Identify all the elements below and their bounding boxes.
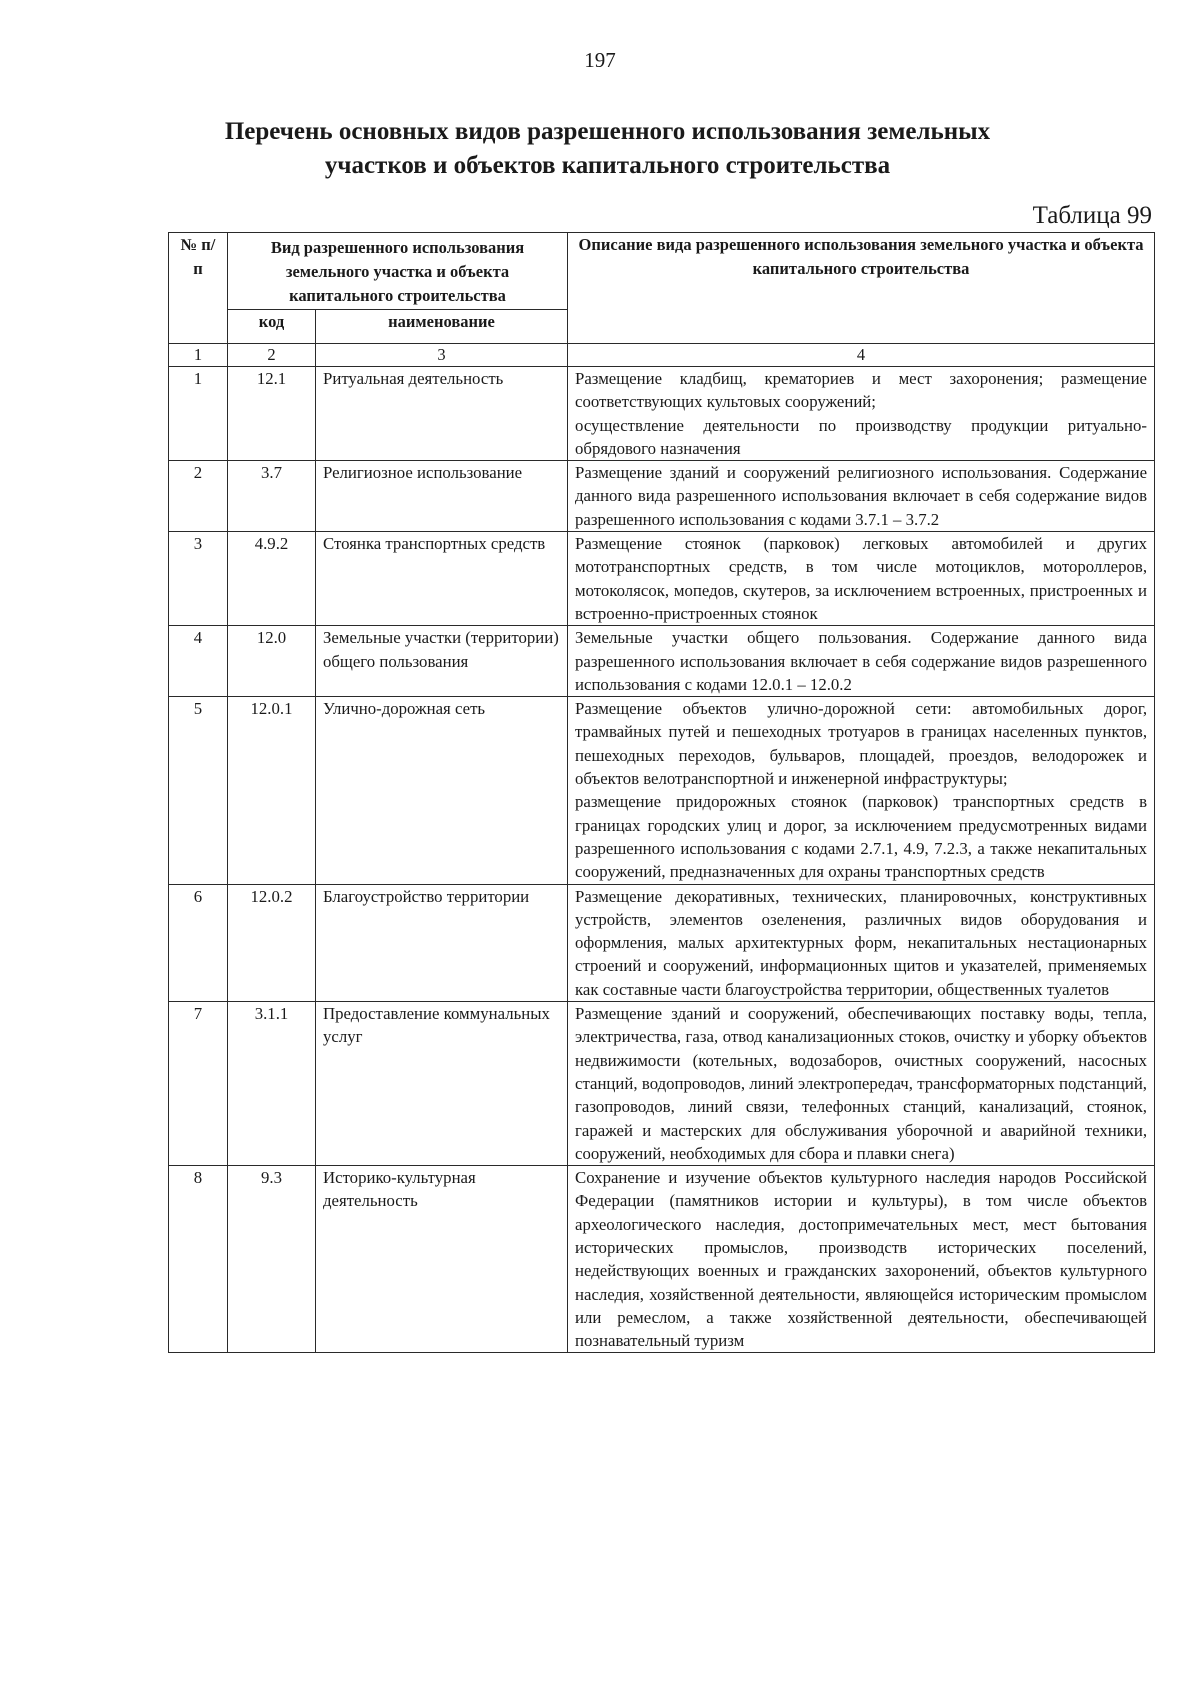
description-paragraph: Размещение зданий и сооружений религиозного использования. Содержание данного вида разрешенного использования включает в себя содержание видов разрешенного использования с кодами 3.7.1 – 3.7.2 xyxy=(575,463,1148,529)
row-number: 4 xyxy=(169,626,228,697)
column-index: 4 xyxy=(568,344,1155,367)
row-code: 12.1 xyxy=(228,367,316,461)
row-code: 12.0.2 xyxy=(228,884,316,1001)
column-index: 1 xyxy=(169,344,228,367)
table-row xyxy=(169,1166,1155,1353)
row-number: 7 xyxy=(169,1002,228,1166)
description-paragraph: Размещение декоративных, технических, планировочных, конструктивных устройств, элементов озеленения, различных видов оборудования и оформления, малых архитектурных форм, некапитальных нестационарных строений и сооружений, информационных щитов и указателей, применяемых как составные части благоустройства территории, общественных туалетов xyxy=(575,886,1148,999)
column-index: 3 xyxy=(316,344,568,367)
row-name: Историко-культурная деятельность xyxy=(316,1166,568,1353)
row-description xyxy=(568,1166,1155,1353)
table-row xyxy=(169,697,1155,884)
row-description xyxy=(568,697,1155,884)
description-paragraph: осуществление деятельности по производству продукции ритуально-обрядового назначения xyxy=(575,415,1148,458)
description-paragraph: Размещение стоянок (парковок) легковых автомобилей и других мототранспортных средств, в том числе мотоциклов, мотороллеров, мотоколясок, мопедов, скутеров, за исключением встроенных, пристроенных и встроенно-пристроенных стоянок xyxy=(575,534,1148,623)
table-row xyxy=(169,367,1155,461)
row-name: Ритуальная деятельность xyxy=(316,367,568,461)
row-description xyxy=(568,1002,1155,1166)
row-description xyxy=(568,532,1155,626)
table-row xyxy=(169,532,1155,626)
row-name: Религиозное использование xyxy=(316,461,568,532)
description-paragraph: Размещение кладбищ, крематориев и мест захоронения; размещение соответствующих культовых сооружений; xyxy=(575,369,1148,412)
row-name: Земельные участки (территории) общего пользования xyxy=(316,626,568,697)
row-number: 3 xyxy=(169,532,228,626)
title-line-2: участков и объектов капитального строительства xyxy=(324,152,891,179)
table-row xyxy=(169,626,1155,697)
table-row xyxy=(169,884,1155,1001)
table-label: Таблица 99 xyxy=(1032,202,1152,229)
description-paragraph: Размещение объектов улично-дорожной сети: автомобильных дорог, трамвайных путей и пешеходных тротуаров в границах населенных пунктов, пешеходных переходов, бульваров, площадей, проездов, велодорожек и объектов велотранспортной и инженерной инфраструктуры; xyxy=(575,699,1148,789)
description-paragraph: Земельные участки общего пользования. Содержание данного вида разрешенного использования включает в себя содержание видов разрешенного использования с кодами 12.0.1 – 12.0.2 xyxy=(575,628,1148,694)
page-number: 197 xyxy=(584,48,616,72)
row-description xyxy=(568,367,1155,461)
description-paragraph: размещение придорожных стоянок (парковок) транспортных средств в границах городских улиц и дорог, за исключением предусмотренных видами разрешенного использования с кодами 2.7.1, 4.9, 7.2.3, а также некапитальных сооружений, предназначенных для охраны транспортных средств xyxy=(575,792,1148,882)
column-index: 2 xyxy=(228,344,316,367)
row-code: 9.3 xyxy=(228,1166,316,1353)
header-kod: код xyxy=(228,309,316,343)
row-number: 1 xyxy=(169,367,228,461)
row-description xyxy=(568,626,1155,697)
table-row xyxy=(169,1002,1155,1166)
row-code: 4.9.2 xyxy=(228,532,316,626)
row-name: Стоянка транспортных средств xyxy=(316,532,568,626)
row-description xyxy=(568,461,1155,532)
header-vid: Вид разрешенного использования земельного участка и объекта капитального строительства xyxy=(228,233,568,310)
row-number: 2 xyxy=(169,461,228,532)
row-code: 3.7 xyxy=(228,461,316,532)
row-name: Предоставление коммунальных услуг xyxy=(316,1002,568,1166)
row-number: 5 xyxy=(169,697,228,884)
header-name: наименование xyxy=(316,309,568,343)
header-num: № п/п xyxy=(169,233,228,344)
row-code: 12.0.1 xyxy=(228,697,316,884)
table-row xyxy=(169,461,1155,532)
description-paragraph: Размещение зданий и сооружений, обеспечивающих поставку воды, тепла, электричества, газа, отвод канализационных стоков, очистку и уборку объектов недвижимости (котельных, водозаборов, очистных сооружений, насосных станций, водопроводов, линий электропередач, трансформаторных подстанций, газопроводов, линий связи, телефонных станций, канализаций, стоянок, гаражей и мастерских для обслуживания уборочной и аварийной техники, сооружений, необходимых для сбора и плавки снега) xyxy=(575,1004,1148,1163)
row-code: 3.1.1 xyxy=(228,1002,316,1166)
row-name: Благоустройство территории xyxy=(316,884,568,1001)
row-number: 6 xyxy=(169,884,228,1001)
header-desc: Описание вида разрешенного использования земельного участка и объекта капитального строительства xyxy=(568,233,1155,344)
row-code: 12.0 xyxy=(228,626,316,697)
document-title xyxy=(150,115,1065,183)
description-paragraph: Сохранение и изучение объектов культурного наследия народов Российской Федерации (памятников истории и культуры), в том числе объектов археологического наследия, достопримечательных мест, мест бытования исторических промыслов, производств исторических поселений, недействующих военных и гражданских захоронений, объектов культурного наследия, хозяйственной деятельности, являющейся историческим промыслом или ремеслом, а также хозяйственной деятельности, обеспечивающей познавательный туризм xyxy=(575,1168,1148,1351)
row-number: 8 xyxy=(169,1166,228,1353)
row-description xyxy=(568,884,1155,1001)
row-name: Улично-дорожная сеть xyxy=(316,697,568,884)
title-line-1: Перечень основных видов разрешенного использования земельных xyxy=(224,118,991,145)
land-use-table xyxy=(168,232,1155,1353)
